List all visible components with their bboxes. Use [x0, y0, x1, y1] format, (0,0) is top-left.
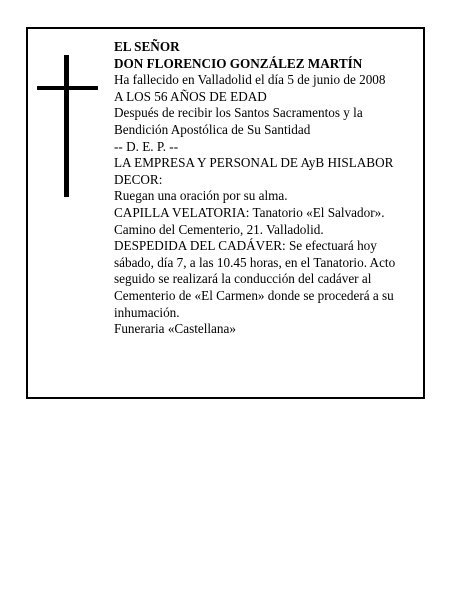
chapel-line: CAPILLA VELATORIA: Tanatorio «El Salvador». Camino del Cementerio, 21. Valladolid.: [114, 204, 385, 237]
company-line: LA EMPRESA Y PERSONAL DE AyB HISLABOR DECOR:: [114, 155, 394, 187]
age-line: A LOS 56 AÑOS DE EDAD: [114, 88, 267, 104]
dep-line: -- D. E. P. --: [114, 138, 179, 154]
death-place-date: Ha fallecido en Valladolid el día 5 de junio de 2008: [114, 72, 386, 88]
cross-vertical-bar: [64, 55, 69, 197]
title-el-senor: EL SEÑOR: [114, 39, 180, 54]
prayer-line: Ruegan una oración por su alma.: [114, 188, 288, 204]
obituary-text: [114, 39, 416, 338]
sacraments-line: Después de recibir los Santos Sacramentos y la Bendición Apostólica de Su Santidad: [114, 105, 363, 137]
cross-horizontal-bar: [37, 86, 98, 90]
deceased-name: DON FLORENCIO GONZÁLEZ MARTÍN: [114, 55, 363, 71]
funeral-home-line: Funeraria «Castellana»: [114, 321, 236, 337]
farewell-line: DESPEDIDA DEL CADÁVER: Se efectuará hoy sábado, día 7, a las 10.45 horas, en el Tanatorio. Acto seguido se realizará la conducción del cadáver al Cementerio de «El Carmen» donde se procederá a su inhumación.: [114, 238, 396, 320]
